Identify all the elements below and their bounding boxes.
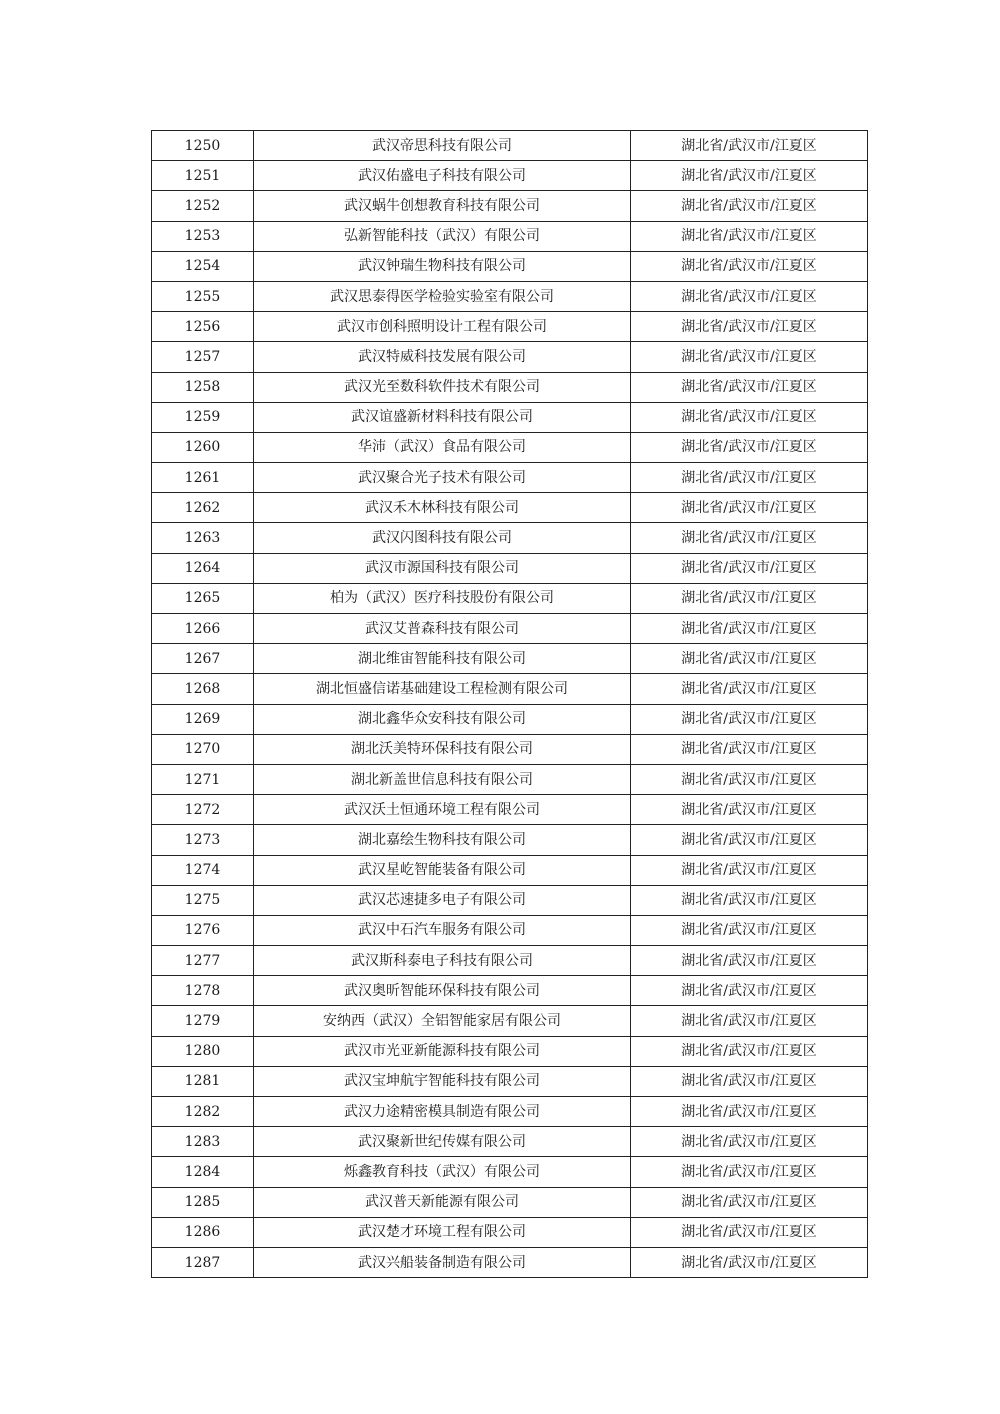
region-cell: 湖北省/武汉市/江夏区: [631, 312, 868, 342]
row-number-cell: 1259: [152, 402, 254, 432]
company-name-cell: 武汉帝思科技有限公司: [254, 131, 631, 161]
region-cell: 湖北省/武汉市/江夏区: [631, 553, 868, 583]
row-number-cell: 1271: [152, 764, 254, 794]
company-name-cell: 武汉奥昕智能环保科技有限公司: [254, 976, 631, 1006]
region-cell: 湖北省/武汉市/江夏区: [631, 1187, 868, 1217]
region-cell: 湖北省/武汉市/江夏区: [631, 976, 868, 1006]
row-number-cell: 1267: [152, 644, 254, 674]
region-cell: 湖北省/武汉市/江夏区: [631, 161, 868, 191]
company-name-cell: 武汉斯科泰电子科技有限公司: [254, 946, 631, 976]
company-name-cell: 烁鑫教育科技（武汉）有限公司: [254, 1157, 631, 1187]
table-row: [152, 1157, 868, 1187]
company-name-cell: 武汉沃土恒通环境工程有限公司: [254, 795, 631, 825]
row-number-cell: 1255: [152, 281, 254, 311]
table-row: [152, 795, 868, 825]
table-row: [152, 221, 868, 251]
region-cell: 湖北省/武汉市/江夏区: [631, 825, 868, 855]
row-number-cell: 1269: [152, 704, 254, 734]
row-number-cell: 1258: [152, 372, 254, 402]
table-row: [152, 131, 868, 161]
region-cell: 湖北省/武汉市/江夏区: [631, 221, 868, 251]
region-cell: 湖北省/武汉市/江夏区: [631, 734, 868, 764]
row-number-cell: 1286: [152, 1217, 254, 1247]
company-name-cell: 武汉聚新世纪传媒有限公司: [254, 1127, 631, 1157]
table-row: [152, 825, 868, 855]
region-cell: 湖北省/武汉市/江夏区: [631, 674, 868, 704]
row-number-cell: 1273: [152, 825, 254, 855]
row-number-cell: 1279: [152, 1006, 254, 1036]
region-cell: 湖北省/武汉市/江夏区: [631, 583, 868, 613]
company-name-cell: 武汉禾木林科技有限公司: [254, 493, 631, 523]
company-name-cell: 武汉市创科照明设计工程有限公司: [254, 312, 631, 342]
company-name-cell: 华沛（武汉）食品有限公司: [254, 432, 631, 462]
table-row: [152, 1036, 868, 1066]
row-number-cell: 1252: [152, 191, 254, 221]
row-number-cell: 1285: [152, 1187, 254, 1217]
region-cell: 湖北省/武汉市/江夏区: [631, 342, 868, 372]
region-cell: 湖北省/武汉市/江夏区: [631, 1097, 868, 1127]
company-name-cell: 武汉楚才环境工程有限公司: [254, 1217, 631, 1247]
region-cell: 湖北省/武汉市/江夏区: [631, 764, 868, 794]
company-name-cell: 武汉宝坤航宇智能科技有限公司: [254, 1066, 631, 1096]
company-name-cell: 武汉光至数科软件技术有限公司: [254, 372, 631, 402]
region-cell: 湖北省/武汉市/江夏区: [631, 372, 868, 402]
table-row: [152, 764, 868, 794]
row-number-cell: 1254: [152, 251, 254, 281]
company-name-cell: 柏为（武汉）医疗科技股份有限公司: [254, 583, 631, 613]
row-number-cell: 1270: [152, 734, 254, 764]
row-number-cell: 1250: [152, 131, 254, 161]
company-name-cell: 湖北新盖世信息科技有限公司: [254, 764, 631, 794]
company-name-cell: 武汉钟瑞生物科技有限公司: [254, 251, 631, 281]
row-number-cell: 1277: [152, 946, 254, 976]
row-number-cell: 1261: [152, 463, 254, 493]
row-number-cell: 1287: [152, 1247, 254, 1277]
table-row: [152, 1187, 868, 1217]
row-number-cell: 1282: [152, 1097, 254, 1127]
row-number-cell: 1266: [152, 614, 254, 644]
region-cell: 湖北省/武汉市/江夏区: [631, 704, 868, 734]
company-name-cell: 武汉蜗牛创想教育科技有限公司: [254, 191, 631, 221]
region-cell: 湖北省/武汉市/江夏区: [631, 493, 868, 523]
row-number-cell: 1284: [152, 1157, 254, 1187]
table-row: [152, 191, 868, 221]
company-name-cell: 武汉艾普森科技有限公司: [254, 614, 631, 644]
region-cell: 湖北省/武汉市/江夏区: [631, 432, 868, 462]
table-row: [152, 342, 868, 372]
table-row: [152, 251, 868, 281]
company-name-cell: 武汉特威科技发展有限公司: [254, 342, 631, 372]
table-row: [152, 523, 868, 553]
table-row: [152, 855, 868, 885]
table-row: [152, 644, 868, 674]
table-row: [152, 372, 868, 402]
region-cell: 湖北省/武汉市/江夏区: [631, 915, 868, 945]
region-cell: 湖北省/武汉市/江夏区: [631, 1247, 868, 1277]
table-row: [152, 312, 868, 342]
row-number-cell: 1262: [152, 493, 254, 523]
row-number-cell: 1275: [152, 885, 254, 915]
row-number-cell: 1257: [152, 342, 254, 372]
row-number-cell: 1251: [152, 161, 254, 191]
table-row: [152, 946, 868, 976]
region-cell: 湖北省/武汉市/江夏区: [631, 946, 868, 976]
company-name-cell: 武汉谊盛新材料科技有限公司: [254, 402, 631, 432]
table-row: [152, 1247, 868, 1277]
region-cell: 湖北省/武汉市/江夏区: [631, 191, 868, 221]
region-cell: 湖北省/武汉市/江夏区: [631, 795, 868, 825]
region-cell: 湖北省/武汉市/江夏区: [631, 251, 868, 281]
company-name-cell: 武汉中石汽车服务有限公司: [254, 915, 631, 945]
row-number-cell: 1276: [152, 915, 254, 945]
row-number-cell: 1253: [152, 221, 254, 251]
table-row: [152, 674, 868, 704]
table-row: [152, 432, 868, 462]
row-number-cell: 1256: [152, 312, 254, 342]
company-name-cell: 武汉力途精密模具制造有限公司: [254, 1097, 631, 1127]
row-number-cell: 1280: [152, 1036, 254, 1066]
company-name-cell: 武汉芯速捷多电子有限公司: [254, 885, 631, 915]
table-row: [152, 1066, 868, 1096]
region-cell: 湖北省/武汉市/江夏区: [631, 131, 868, 161]
region-cell: 湖北省/武汉市/江夏区: [631, 281, 868, 311]
company-name-cell: 武汉普天新能源有限公司: [254, 1187, 631, 1217]
table-row: [152, 734, 868, 764]
row-number-cell: 1264: [152, 553, 254, 583]
company-list-table: [151, 130, 868, 1278]
table-row: [152, 614, 868, 644]
company-name-cell: 武汉思泰得医学检验实验室有限公司: [254, 281, 631, 311]
company-name-cell: 湖北嘉绘生物科技有限公司: [254, 825, 631, 855]
table-row: [152, 885, 868, 915]
region-cell: 湖北省/武汉市/江夏区: [631, 1006, 868, 1036]
region-cell: 湖北省/武汉市/江夏区: [631, 1217, 868, 1247]
row-number-cell: 1265: [152, 583, 254, 613]
table-row: [152, 161, 868, 191]
region-cell: 湖北省/武汉市/江夏区: [631, 614, 868, 644]
table-row: [152, 553, 868, 583]
table-row: [152, 281, 868, 311]
company-list-body: [152, 131, 868, 1278]
company-name-cell: 武汉市光亚新能源科技有限公司: [254, 1036, 631, 1066]
row-number-cell: 1263: [152, 523, 254, 553]
company-name-cell: 武汉聚合光子技术有限公司: [254, 463, 631, 493]
table-row: [152, 1127, 868, 1157]
company-name-cell: 湖北沃美特环保科技有限公司: [254, 734, 631, 764]
row-number-cell: 1283: [152, 1127, 254, 1157]
row-number-cell: 1268: [152, 674, 254, 704]
region-cell: 湖北省/武汉市/江夏区: [631, 463, 868, 493]
table-row: [152, 583, 868, 613]
table-row: [152, 1217, 868, 1247]
row-number-cell: 1274: [152, 855, 254, 885]
row-number-cell: 1260: [152, 432, 254, 462]
row-number-cell: 1281: [152, 1066, 254, 1096]
company-name-cell: 武汉星屹智能装备有限公司: [254, 855, 631, 885]
table-row: [152, 402, 868, 432]
row-number-cell: 1272: [152, 795, 254, 825]
region-cell: 湖北省/武汉市/江夏区: [631, 855, 868, 885]
region-cell: 湖北省/武汉市/江夏区: [631, 885, 868, 915]
table-row: [152, 704, 868, 734]
company-name-cell: 安纳西（武汉）全铝智能家居有限公司: [254, 1006, 631, 1036]
company-name-cell: 武汉闪图科技有限公司: [254, 523, 631, 553]
region-cell: 湖北省/武汉市/江夏区: [631, 523, 868, 553]
company-name-cell: 湖北维宙智能科技有限公司: [254, 644, 631, 674]
company-name-cell: 湖北鑫华众安科技有限公司: [254, 704, 631, 734]
table-row: [152, 1006, 868, 1036]
region-cell: 湖北省/武汉市/江夏区: [631, 644, 868, 674]
company-name-cell: 湖北恒盛信诺基础建设工程检测有限公司: [254, 674, 631, 704]
region-cell: 湖北省/武汉市/江夏区: [631, 402, 868, 432]
company-name-cell: 武汉兴船装备制造有限公司: [254, 1247, 631, 1277]
region-cell: 湖北省/武汉市/江夏区: [631, 1036, 868, 1066]
row-number-cell: 1278: [152, 976, 254, 1006]
company-name-cell: 弘新智能科技（武汉）有限公司: [254, 221, 631, 251]
company-name-cell: 武汉佑盛电子科技有限公司: [254, 161, 631, 191]
region-cell: 湖北省/武汉市/江夏区: [631, 1127, 868, 1157]
table-row: [152, 493, 868, 523]
company-name-cell: 武汉市源国科技有限公司: [254, 553, 631, 583]
table-row: [152, 976, 868, 1006]
region-cell: 湖北省/武汉市/江夏区: [631, 1066, 868, 1096]
table-row: [152, 463, 868, 493]
region-cell: 湖北省/武汉市/江夏区: [631, 1157, 868, 1187]
table-row: [152, 915, 868, 945]
table-row: [152, 1097, 868, 1127]
